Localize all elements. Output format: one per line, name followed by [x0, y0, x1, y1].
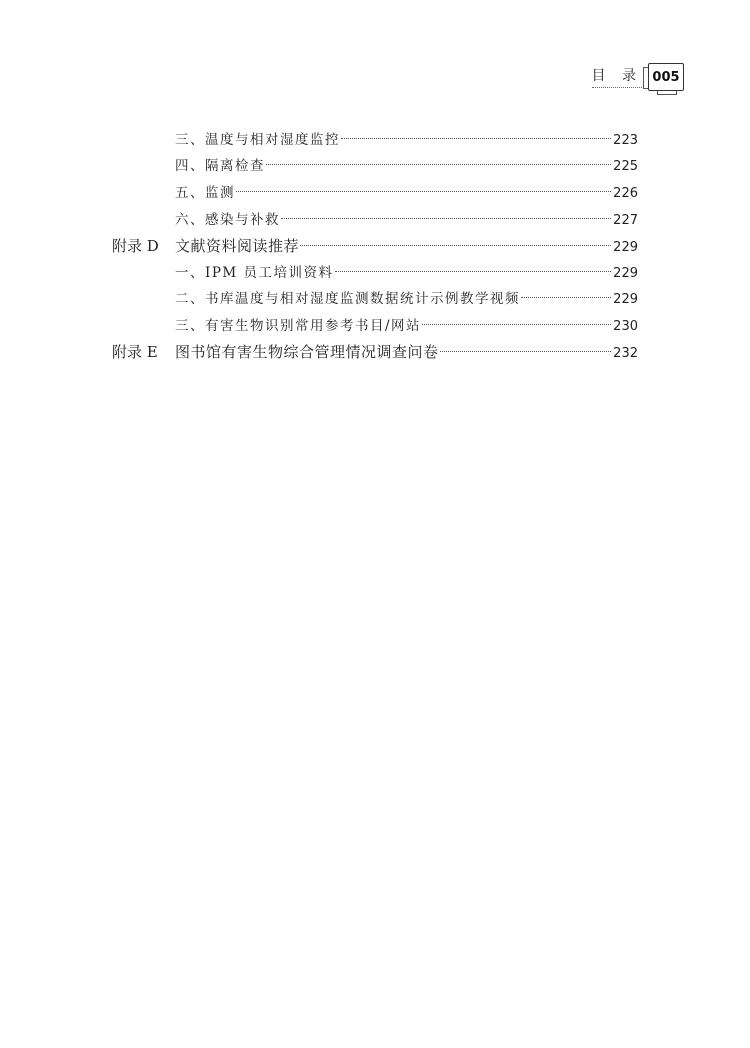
dot-leader	[341, 138, 611, 139]
dot-leader	[236, 191, 611, 192]
dot-leader	[335, 271, 612, 272]
toc-entry[interactable]	[0, 262, 750, 284]
dot-leader	[440, 351, 612, 352]
toc-entry-page: 229	[613, 292, 638, 307]
toc-entry-title: 四、隔离检查	[175, 158, 265, 174]
toc-entry-page: 232	[613, 346, 638, 361]
toc-entry-page: 229	[613, 240, 638, 255]
page-number-box	[648, 63, 684, 91]
appendix-label: 附录 D	[112, 237, 159, 255]
toc-entry-title: 五、监测	[175, 185, 235, 201]
toc-entry-title: 一、IPM 员工培训资料	[175, 265, 334, 281]
page-number: 005	[652, 69, 680, 85]
toc-entry[interactable]	[0, 155, 750, 177]
toc-entry[interactable]	[0, 288, 750, 310]
toc-entry[interactable]	[0, 315, 750, 337]
dot-leader	[521, 297, 611, 298]
dot-leader	[422, 324, 611, 325]
appendix-label: 附录 E	[112, 343, 158, 361]
toc-entry[interactable]	[0, 209, 750, 231]
toc-entry-appendix-d[interactable]	[0, 235, 750, 257]
toc-entry-title: 三、有害生物识别常用参考书目/网站	[175, 318, 422, 334]
toc-entry-page: 227	[613, 213, 638, 228]
toc-entry-page: 229	[613, 266, 638, 281]
toc-entry-title: 文献资料阅读推荐	[175, 237, 300, 255]
toc-entry-appendix-e[interactable]	[0, 341, 750, 363]
toc-entry[interactable]	[0, 129, 750, 151]
running-header	[592, 62, 684, 92]
toc-entry-title: 二、书库温度与相对湿度监测数据统计示例教学视频	[175, 291, 520, 307]
toc-entry-page: 225	[613, 159, 638, 174]
dot-leader	[281, 218, 611, 219]
toc-entry-title: 图书馆有害生物综合管理情况调查问卷	[175, 343, 439, 361]
toc-entry-page: 226	[613, 186, 638, 201]
toc-entry[interactable]	[0, 182, 750, 204]
dot-leader	[300, 245, 611, 246]
toc-entry-title: 三、温度与相对湿度监控	[175, 132, 340, 148]
dot-leader	[266, 164, 611, 165]
toc-entry-title: 六、感染与补救	[175, 212, 280, 228]
section-title: 目 录	[592, 67, 642, 88]
toc-entry-page: 230	[613, 319, 638, 334]
toc-entry-page: 223	[613, 133, 638, 148]
